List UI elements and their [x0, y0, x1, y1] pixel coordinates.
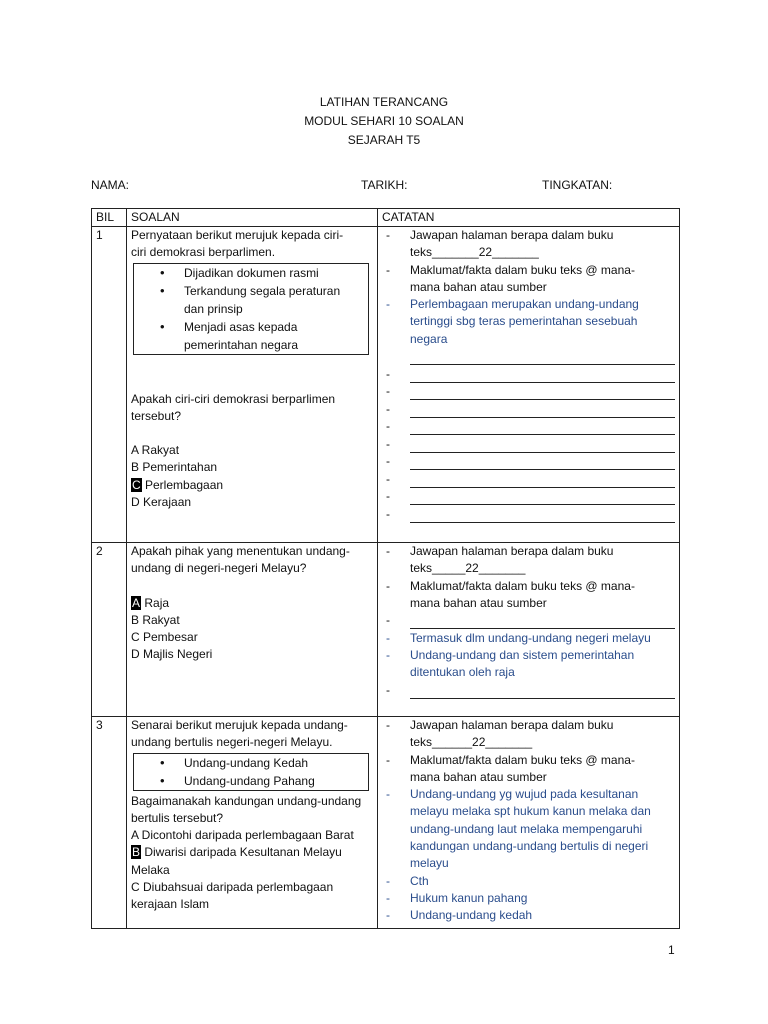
q1-blank-line — [382, 348, 675, 365]
q3-cth-note: - Cth — [386, 873, 429, 888]
q3-answer-highlight: B — [132, 845, 141, 860]
q1-soalan-cell — [127, 227, 378, 543]
q3-example-note: - Undang-undang kedah — [386, 908, 533, 923]
q1-blank-line: - — [382, 471, 675, 488]
q1-blank-line: - — [382, 383, 675, 400]
q2-answer-highlight: A — [132, 595, 141, 610]
q2-blank-line: - — [382, 682, 675, 699]
q1-answer-highlight: C — [132, 477, 141, 492]
q2-stem-a: Apakah pihak yang menentukan undang- — [131, 544, 350, 558]
q2-option-c: C Pembesar — [131, 630, 198, 645]
table-header-row — [92, 209, 680, 227]
q2-note-page: - Jawapan halaman berapa dalam buku teks_____22_______ — [386, 544, 614, 576]
q2-stem-b: undang di negeri-negeri Melayu? — [131, 561, 307, 576]
q3-note-page: - Jawapan halaman berapa dalam buku teks______22_______ — [386, 718, 614, 750]
q3-answer-note: - Undang-undang yg wujud pada kesultanan melayu melaka spt hukum kanun melaka dan undang-undang laut melaka mempengaruhi kandungan undang-undang bertulis di negeri melayu — [386, 787, 651, 871]
q3-option-a: A Dicontohi daripada perlembagaan Barat — [131, 828, 354, 843]
q1-box-item: • Menjadi asas kepada pemerintahan negara — [156, 318, 368, 354]
tarikh-label: TARIKH: — [361, 178, 408, 192]
q3-option-c: C Diubahsuai daripada perlembagaan — [131, 880, 334, 895]
q2-answer-note: - Undang-undang dan sistem pemerintahan ditentukan oleh raja — [386, 647, 635, 680]
q1-option-d: D Kerajaan — [131, 495, 192, 510]
q1-question-a: Apakah ciri-ciri demokrasi berparlimen — [131, 391, 336, 406]
q3-soalan-cell — [127, 717, 378, 929]
q2-page-number: _____22_______ — [432, 561, 526, 576]
q1-blank-line: - — [382, 436, 675, 453]
q1-question-b: tersebut? — [131, 408, 182, 423]
question-row-1 — [92, 227, 680, 543]
q1-option-a: A Rakyat — [131, 443, 180, 458]
q1-catatan-cell — [378, 227, 680, 543]
q1-blank-line: - — [382, 506, 675, 523]
q1-stem-b: ciri demokrasi berparlimen. — [131, 245, 276, 260]
q1-answer-note: - Perlembagaan merupakan undang-undang tertinggi sbg teras pemerintahan sesebuah negara — [386, 297, 639, 346]
q2-option-d: D Majlis Negeri — [131, 647, 213, 662]
q3-box-item: • Undang-undang Pahang — [156, 772, 368, 790]
q3-example-note: - Hukum kanun pahang — [386, 890, 528, 905]
q2-catatan-cell — [378, 543, 680, 717]
question-row-2 — [92, 543, 680, 717]
q1-option-c: C Perlembagaan — [132, 477, 224, 492]
q3-stem-a: Senarai berikut merujuk kepada undang- — [131, 718, 348, 732]
q1-statement-box — [133, 263, 369, 355]
question-table — [91, 208, 680, 929]
doc-title-line1: LATIHAN TERANCANG — [319, 95, 449, 109]
q3-note-fakta: - Maklumat/fakta dalam buku teks @ mana- mana bahan atau sumber — [386, 752, 635, 784]
q2-option-b: B Rakyat — [131, 612, 180, 627]
q1-note-fakta: - Maklumat/fakta dalam buku teks @ mana- mana bahan atau sumber — [386, 262, 635, 294]
q3-option-c-cont: kerajaan Islam — [131, 897, 210, 912]
q1-blank-line: - — [382, 366, 675, 383]
q1-blank-line: - — [382, 488, 675, 505]
doc-title-line3: SEJARAH T5 — [347, 133, 421, 147]
doc-title-line2: MODUL SEHARI 10 SOALAN — [304, 114, 464, 128]
q2-bil: 2 — [92, 543, 127, 717]
page-number: 1 — [668, 943, 675, 957]
q1-bil: 1 — [92, 227, 127, 543]
q3-statement-box — [133, 753, 369, 791]
col-bil-header: BIL — [92, 209, 127, 227]
col-soalan-header: SOALAN — [127, 209, 378, 227]
q2-option-a: A Raja — [132, 595, 170, 610]
q1-page-number: _______22_______ — [432, 245, 539, 260]
q3-stem-b: undang bertulis negeri-negeri Melayu. — [131, 735, 333, 750]
q3-question-b: bertulis tersebut? — [131, 810, 224, 825]
q1-stem-a: Pernyataan berikut merujuk kepada ciri- — [131, 228, 344, 242]
q2-soalan-cell — [127, 543, 378, 717]
tingkatan-label: TINGKATAN: — [542, 178, 613, 192]
q1-box-item: • Dijadikan dokumen rasmi — [156, 264, 368, 282]
q3-box-item: • Undang-undang Kedah — [156, 754, 368, 772]
nama-label: NAMA: — [91, 178, 130, 192]
q2-note-fakta: - Maklumat/fakta dalam buku teks @ mana- mana bahan atau sumber — [386, 578, 635, 610]
q3-question-a: Bagaimanakah kandungan undang-undang — [131, 793, 362, 808]
q2-answer-note: - Termasuk dlm undang-undang negeri melayu — [386, 630, 651, 645]
q1-blank-line: - — [382, 418, 675, 435]
question-row-3 — [92, 717, 680, 929]
q3-option-b: B Diwarisi daripada Kesultanan Melayu — [132, 845, 342, 860]
q2-blank-line: - — [382, 612, 675, 629]
q3-option-b-cont: Melaka — [131, 862, 170, 877]
q3-page-number: ______22_______ — [432, 735, 533, 750]
q3-catatan-cell — [378, 717, 680, 929]
q1-blank-line: - — [382, 401, 675, 418]
q1-blank-line: - — [382, 453, 675, 470]
q1-note-page: - Jawapan halaman berapa dalam buku teks_______22_______ — [386, 228, 614, 260]
q3-bil: 3 — [92, 717, 127, 929]
q1-option-b: B Pemerintahan — [131, 460, 218, 475]
q1-box-item: • Terkandung segala peraturan dan prinsip — [156, 282, 368, 318]
col-catatan-header: CATATAN — [378, 209, 680, 227]
